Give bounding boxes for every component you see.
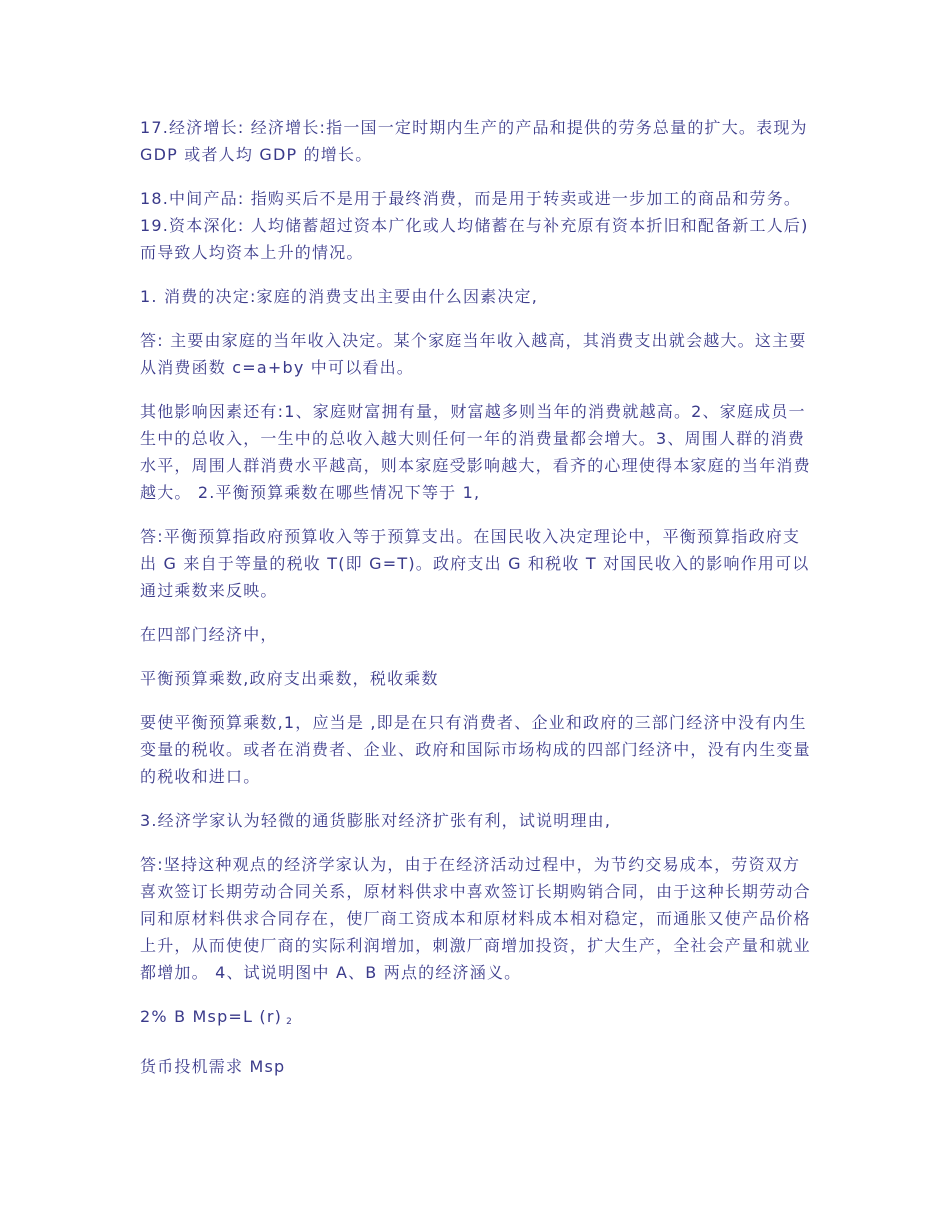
balanced-budget-condition: 要使平衡预算乘数,1，应当是 ,即是在只有消费者、企业和政府的三部门经济中没有内生变量的税收。或者在消费者、企业、政府和国际市场构成的四部门经济中，没有内生变量的税收和进口。 <box>140 713 811 786</box>
answer-1-main: 答: 主要由家庭的当年收入决定。某个家庭当年收入越高，其消费支出就会越大。这主要从消费函数 c=a+by 中可以看出。 <box>140 331 807 377</box>
formula-subscript: 2 <box>286 1017 294 1027</box>
paragraph-17-economic-growth: 17.经济增长: 经济增长:指一国一定时期内生产的产品和提供的劳务总量的扩大。表现为 GDP 或者人均 GDP 的增长。 <box>140 118 808 164</box>
answer-1-other-factors: 其他影响因素还有:1、家庭财富拥有量，财富越多则当年的消费就越高。2、家庭成员一生中的总收入，一生中的总收入越大则任何一年的消费量都会增大。3、周围人群的消费水平，周围人群消费水平越高，则本家庭受影响越大，看齐的心理使得本家庭的当年消费越大。 2.平衡预算乘数在哪些情况下等于 1, <box>140 402 811 502</box>
answer-3-inflation: 答:坚持这种观点的经济学家认为，由于在经济活动过程中，为节约交易成本，劳资双方喜欢签订长期劳动合同关系，原材料供求中喜欢签订长期购销合同，由于这种长期劳动合同和原材料供求合同存在，使厂商工资成本和原材料成本相对稳定，而通胀又使产品价格上升，从而使使厂商的实际利润增加，刺激厂商增加投资，扩大生产，全社会产量和就业都增加。 4、试说明图中 A、B 两点的经济涵义。 <box>140 855 811 982</box>
formula-text: 2% B Msp=L (r) <box>140 1007 283 1026</box>
multipliers-line: 平衡预算乘数,政府支出乘数，税收乘数 <box>140 669 439 688</box>
question-3-inflation: 3.经济学家认为轻微的通货膨胀对经济扩张有利，试说明理由, <box>140 811 612 830</box>
paragraph-18-intermediate-goods: 18.中间产品: 指购买后不是用于最终消费，而是用于转卖或进一步加工的商品和劳务。 19.资本深化: 人均储蓄超过资本广化或人均储蓄在与补充原有资本折旧和配备新工人后)而导致人均资本上升的情况。 <box>140 189 809 262</box>
four-sector-economy: 在四部门经济中， <box>140 625 278 644</box>
speculative-demand-line: 货币投机需求 Msp <box>140 1057 286 1076</box>
answer-2-balanced-budget: 答:平衡预算指政府预算收入等于预算支出。在国民收入决定理论中，平衡预算指政府支出 G 来自于等量的税收 T(即 G=T)。政府支出 G 和税收 T 对国民收入的影响作用可以通过乘数来反映。 <box>140 527 810 600</box>
formula-line <box>140 1003 812 1036</box>
question-1-consumption: 1. 消费的决定:家庭的消费支出主要由什么因素决定, <box>140 287 539 306</box>
document-body <box>140 114 812 1097</box>
